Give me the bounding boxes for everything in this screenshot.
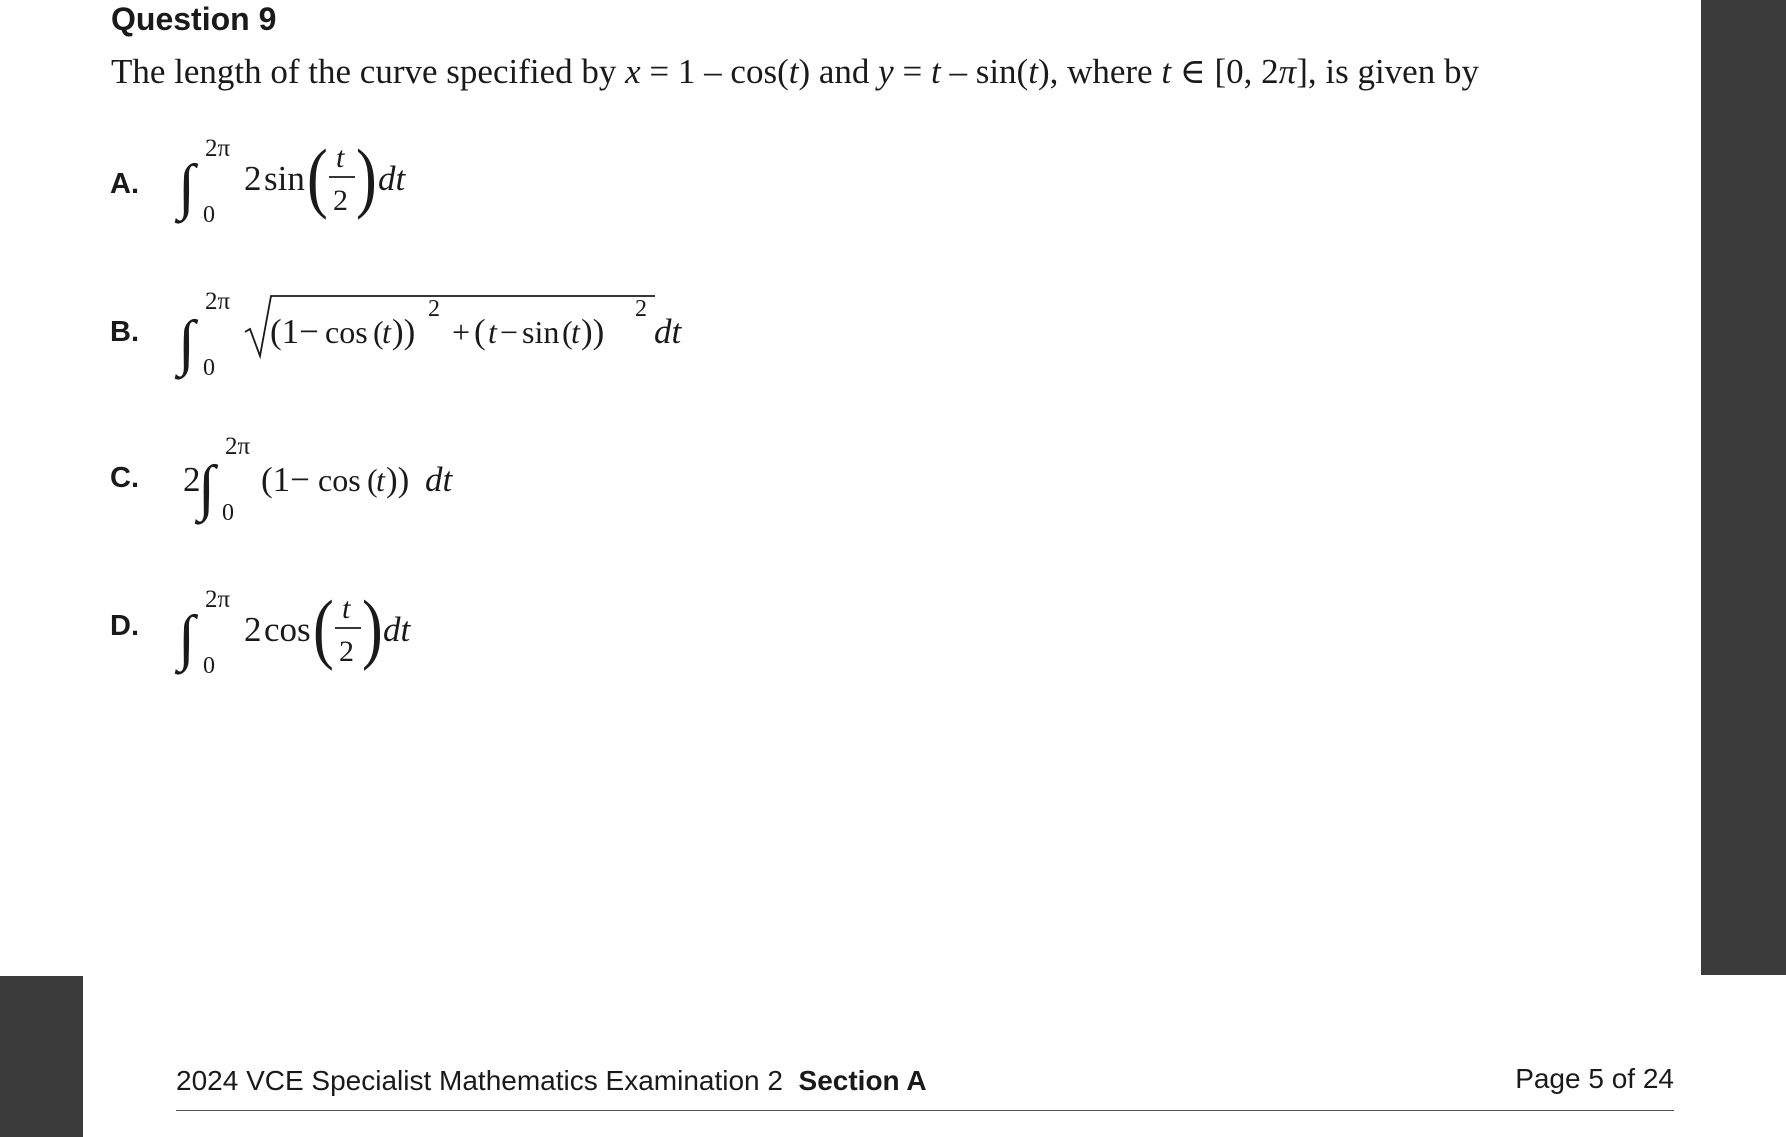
integral-sign: ∫ (178, 153, 195, 221)
plus-sign: + (452, 314, 471, 350)
footer-page-number: Page 5 of 24 (1515, 1063, 1674, 1094)
right-paren: ) (362, 585, 383, 672)
option-b-expression (170, 280, 690, 380)
term2-arg: t (571, 314, 580, 350)
left-paren: ( (307, 134, 328, 221)
coefficient: 2 (244, 610, 262, 649)
option-b-letter: B. (110, 316, 139, 348)
upper-limit: 2π (205, 288, 231, 315)
coefficient: 2 (244, 159, 262, 198)
differential: dt (425, 460, 453, 499)
function-name: cos (318, 462, 361, 498)
left-paren: ( (313, 585, 334, 672)
footer-exam-title: 2024 VCE Specialist Mathematics Examination 2 Section A (176, 1065, 927, 1096)
term2-function: sin (522, 314, 560, 350)
term2-minus: − (500, 314, 519, 350)
fraction-numerator: t (342, 592, 351, 625)
term1-open: (1− (270, 312, 319, 351)
upper-limit: 2π (205, 586, 231, 613)
right-dark-bar (1701, 0, 1786, 975)
lower-limit: 0 (222, 500, 234, 526)
differential: dt (654, 312, 682, 351)
question-stem: The length of the curve specified by x = 1 – cos(t) and y = t – sin(t), where t ∈ [0, 2π], is given by (111, 52, 1479, 91)
open-paren: (1− (261, 460, 310, 499)
lower-limit: 0 (203, 355, 215, 381)
question-title: Question 9 (111, 1, 277, 37)
integral-sign: ∫ (198, 454, 215, 522)
left-dark-bar (0, 976, 83, 1137)
option-a-expression (170, 125, 430, 235)
term1-exponent: 2 (428, 296, 440, 322)
option-d-expression (170, 575, 440, 685)
term2-arg-paren: ( (562, 314, 573, 350)
option-d-letter: D. (110, 610, 139, 642)
term1-function: cos (325, 314, 368, 350)
lower-limit: 0 (203, 202, 215, 228)
close-paren: )) (386, 460, 410, 499)
term1-close: )) (392, 312, 416, 351)
term2-close: )) (581, 312, 605, 351)
term1-arg-paren: ( (373, 314, 384, 350)
integral-sign: ∫ (178, 604, 195, 672)
fraction-denominator: 2 (339, 635, 354, 668)
right-paren: ) (356, 134, 377, 221)
function-name: cos (264, 610, 311, 649)
option-c-expression (170, 425, 490, 525)
arg-paren: ( (367, 462, 378, 498)
option-c-letter: C. (110, 462, 139, 494)
option-a-letter: A. (110, 168, 139, 200)
term2-exponent: 2 (635, 296, 647, 322)
footer-section: Section A (798, 1065, 927, 1096)
upper-limit: 2π (225, 433, 251, 460)
coefficient: 2 (183, 460, 201, 499)
function-name: sin (264, 159, 305, 198)
term2-open: ( (474, 312, 486, 351)
integral-sign: ∫ (178, 309, 195, 377)
term2-t: t (488, 314, 497, 350)
term1-arg: t (382, 314, 391, 350)
differential: dt (378, 159, 406, 198)
differential: dt (383, 610, 411, 649)
upper-limit: 2π (205, 135, 231, 162)
fraction-numerator: t (336, 141, 345, 174)
fraction-denominator: 2 (333, 184, 348, 217)
argument: t (376, 462, 385, 498)
lower-limit: 0 (203, 653, 215, 679)
footer-divider (176, 1110, 1674, 1111)
